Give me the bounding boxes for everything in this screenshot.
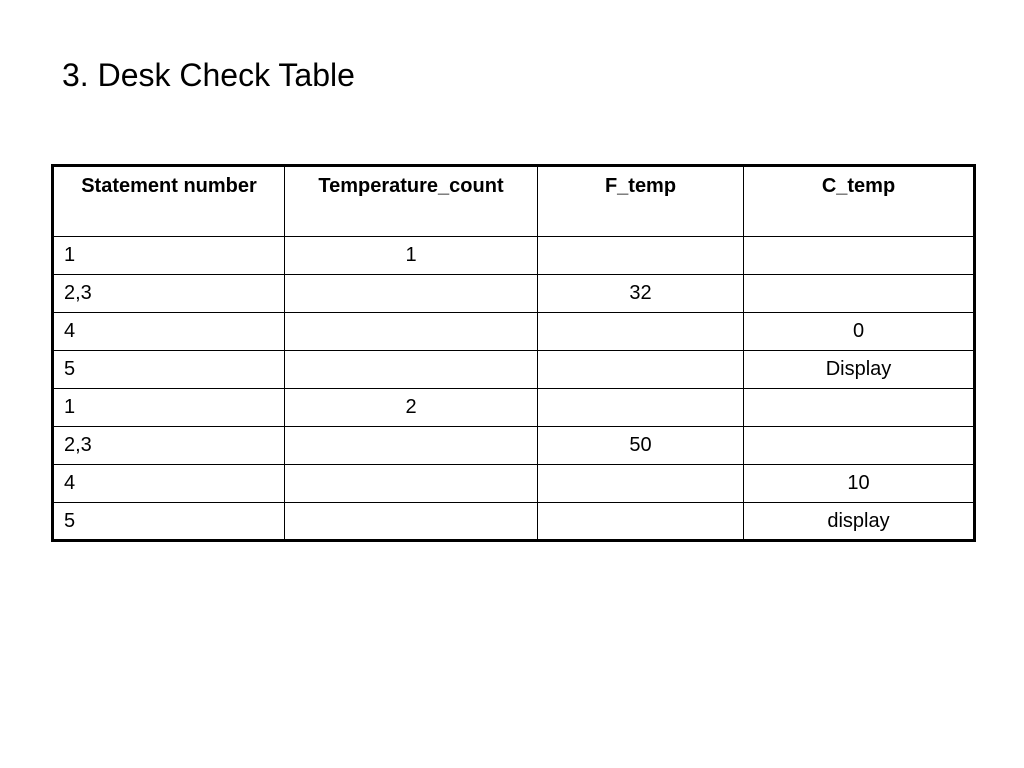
cell-statement-number: 4: [53, 313, 285, 351]
cell-statement-number: 2,3: [53, 427, 285, 465]
cell-f-temp: [538, 503, 744, 541]
header-f-temp: F_temp: [538, 166, 744, 237]
cell-f-temp: 32: [538, 275, 744, 313]
cell-temperature-count: [285, 313, 538, 351]
cell-statement-number: 1: [53, 237, 285, 275]
cell-c-temp: 10: [744, 465, 975, 503]
cell-c-temp: [744, 427, 975, 465]
cell-statement-number: 4: [53, 465, 285, 503]
cell-f-temp: [538, 389, 744, 427]
cell-temperature-count: [285, 351, 538, 389]
cell-c-temp: 0: [744, 313, 975, 351]
cell-temperature-count: [285, 465, 538, 503]
cell-c-temp: [744, 389, 975, 427]
cell-c-temp: [744, 237, 975, 275]
cell-f-temp: [538, 237, 744, 275]
header-row: [53, 166, 975, 237]
cell-f-temp: [538, 465, 744, 503]
cell-statement-number: 5: [53, 503, 285, 541]
cell-temperature-count: 2: [285, 389, 538, 427]
header-temperature-count: Temperature_count: [285, 166, 538, 237]
cell-c-temp: Display: [744, 351, 975, 389]
table-row: [53, 351, 975, 389]
header-statement-number: Statement number: [53, 166, 285, 237]
cell-c-temp: [744, 275, 975, 313]
table-row: [53, 237, 975, 275]
table-row: [53, 465, 975, 503]
cell-statement-number: 1: [53, 389, 285, 427]
cell-temperature-count: [285, 427, 538, 465]
cell-temperature-count: [285, 275, 538, 313]
page-title: 3. Desk Check Table: [62, 57, 355, 93]
cell-c-temp: display: [744, 503, 975, 541]
cell-f-temp: [538, 313, 744, 351]
cell-f-temp: [538, 351, 744, 389]
cell-f-temp: 50: [538, 427, 744, 465]
table-row: [53, 503, 975, 541]
table-row: [53, 427, 975, 465]
cell-temperature-count: 1: [285, 237, 538, 275]
table-row: [53, 389, 975, 427]
cell-temperature-count: [285, 503, 538, 541]
cell-statement-number: 5: [53, 351, 285, 389]
header-c-temp: C_temp: [744, 166, 975, 237]
table-row: [53, 313, 975, 351]
table-row: [53, 275, 975, 313]
cell-statement-number: 2,3: [53, 275, 285, 313]
desk-check-table: [51, 164, 976, 542]
